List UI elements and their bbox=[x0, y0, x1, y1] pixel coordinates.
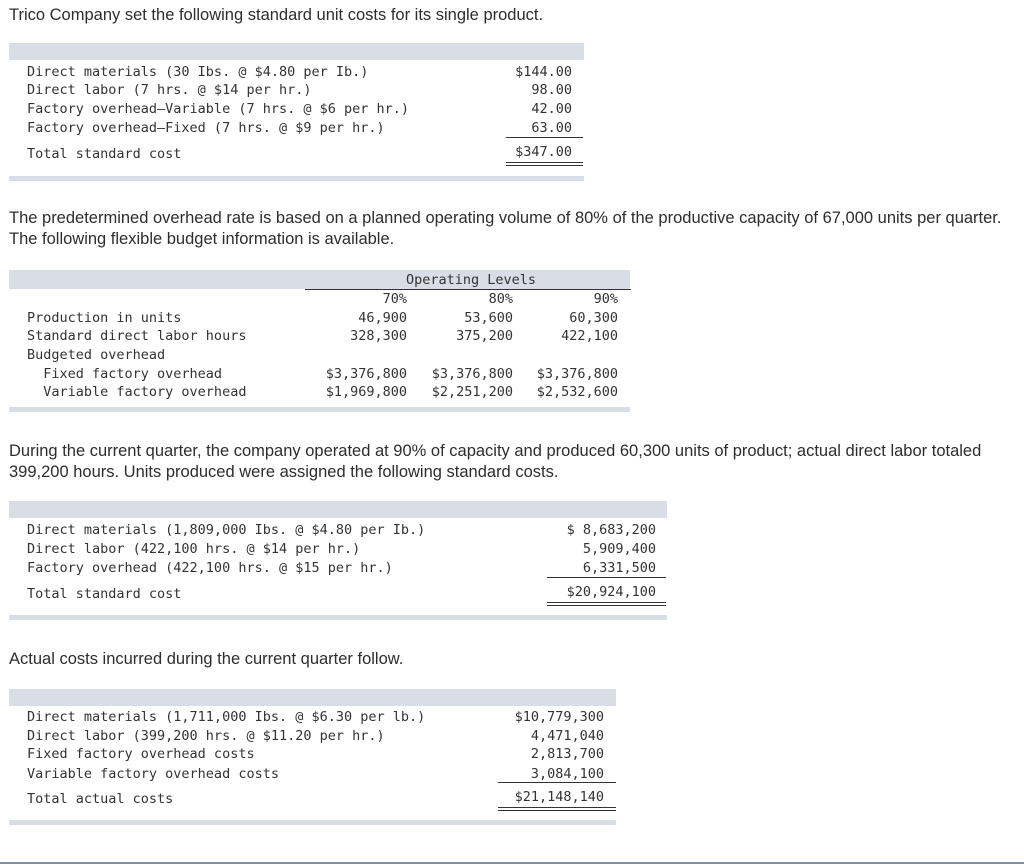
cost-row-value: 2,813,700 bbox=[530, 746, 604, 762]
cost-row-value: $ 8,683,200 bbox=[566, 522, 656, 538]
table-header-band bbox=[9, 501, 667, 518]
cost-row-value: 63.00 bbox=[531, 120, 572, 136]
cost-row-label: Direct materials (1,809,000 Ibs. @ $4.80 per Ib.) bbox=[27, 522, 426, 538]
budget-cell: $3,376,800 bbox=[536, 366, 618, 382]
cost-row-label: Direct materials (30 Ibs. @ $4.80 per Ib.) bbox=[27, 64, 369, 80]
budget-cell: $2,251,200 bbox=[431, 384, 513, 400]
total-value: $21,148,140 bbox=[514, 789, 604, 805]
total-label: Total standard cost bbox=[27, 146, 182, 162]
cost-row-label: Direct labor (7 hrs. @ $14 per hr.) bbox=[27, 82, 312, 98]
table-header-band bbox=[9, 43, 584, 60]
operating-levels-header: Operating Levels bbox=[405, 272, 537, 288]
subtotal-rule bbox=[506, 137, 583, 138]
budget-row-label: Production in units bbox=[27, 310, 182, 326]
cost-row-value: 5,909,400 bbox=[582, 541, 656, 557]
cost-row-label: Direct labor (422,100 hrs. @ $14 per hr.) bbox=[27, 541, 361, 557]
table-footer-band bbox=[9, 820, 616, 825]
cost-row-label: Factory overhead (422,100 hrs. @ $15 per hr.) bbox=[27, 560, 393, 576]
cost-row-label: Variable factory overhead costs bbox=[27, 766, 279, 782]
budget-cell: $1,969,800 bbox=[325, 384, 407, 400]
level-80: 80% bbox=[488, 291, 513, 307]
level-70: 70% bbox=[382, 291, 407, 307]
table-footer-band bbox=[9, 407, 630, 412]
table-header-band bbox=[9, 689, 616, 706]
intro-text: Trico Company set the following standard unit costs for its single product. bbox=[9, 6, 544, 24]
overhead-rate-text: The predetermined overhead rate is based on a planned operating volume of 80% of the productive capacity of 67,000 units per quarter. The following flexible budget information is available. bbox=[9, 209, 1002, 248]
cost-row-value: $10,779,300 bbox=[514, 709, 604, 725]
double-rule-top bbox=[547, 602, 666, 603]
cost-row-label: Direct materials (1,711,000 Ibs. @ $6.30 per lb.) bbox=[27, 709, 426, 725]
level-90: 90% bbox=[593, 291, 618, 307]
cost-row-value: 6,331,500 bbox=[582, 560, 656, 576]
budget-row-label: Budgeted overhead bbox=[27, 347, 166, 363]
subtotal-rule bbox=[547, 577, 666, 578]
cost-row-value: 42.00 bbox=[531, 101, 572, 117]
budget-cell: 422,100 bbox=[561, 328, 618, 344]
double-rule-top bbox=[498, 807, 616, 808]
cost-row-value: 98.00 bbox=[531, 82, 572, 98]
actual-costs-text: Actual costs incurred during the current quarter follow. bbox=[9, 650, 404, 668]
subtotal-rule bbox=[498, 782, 616, 783]
double-rule-bottom bbox=[498, 810, 616, 811]
total-value: $347.00 bbox=[515, 144, 572, 160]
cost-row-value: 4,471,040 bbox=[530, 728, 604, 744]
cost-row-value: 3,084,100 bbox=[530, 766, 604, 782]
page-bottom-divider bbox=[0, 862, 1024, 864]
total-label: Total actual costs bbox=[27, 791, 174, 807]
table-footer-band bbox=[9, 615, 667, 620]
table-footer-band bbox=[9, 176, 584, 181]
double-rule-top bbox=[506, 162, 583, 163]
budget-row-label: Fixed factory overhead bbox=[27, 366, 223, 382]
budget-cell: $2,532,600 bbox=[536, 384, 618, 400]
budget-row-label: Variable factory overhead bbox=[27, 384, 247, 400]
cost-row-label: Factory overhead—Variable (7 hrs. @ $6 per hr.) bbox=[27, 101, 410, 117]
total-value: $20,924,100 bbox=[566, 584, 656, 600]
cost-row-label: Factory overhead—Fixed (7 hrs. @ $9 per hr.) bbox=[27, 120, 385, 136]
budget-cell: 53,600 bbox=[464, 310, 513, 326]
budget-cell: 60,300 bbox=[569, 310, 618, 326]
cost-row-label: Direct labor (399,200 hrs. @ $11.20 per hr.) bbox=[27, 728, 385, 744]
double-rule-bottom bbox=[506, 165, 583, 166]
budget-cell: 375,200 bbox=[456, 328, 513, 344]
cost-row-value: $144.00 bbox=[515, 64, 572, 80]
cost-row-label: Fixed factory overhead costs bbox=[27, 746, 255, 762]
current-quarter-text: During the current quarter, the company operated at 90% of capacity and produced 60,300 units of product; actual direct labor totaled 399,200 hours. Units produced were assigned the following standard costs. bbox=[9, 442, 982, 481]
header-rule bbox=[305, 289, 631, 290]
budget-cell: $3,376,800 bbox=[431, 366, 513, 382]
budget-cell: $3,376,800 bbox=[325, 366, 407, 382]
budget-cell: 46,900 bbox=[358, 310, 407, 326]
budget-cell: 328,300 bbox=[350, 328, 407, 344]
double-rule-bottom bbox=[547, 605, 666, 606]
total-label: Total standard cost bbox=[27, 586, 182, 602]
budget-row-label: Standard direct labor hours bbox=[27, 328, 247, 344]
